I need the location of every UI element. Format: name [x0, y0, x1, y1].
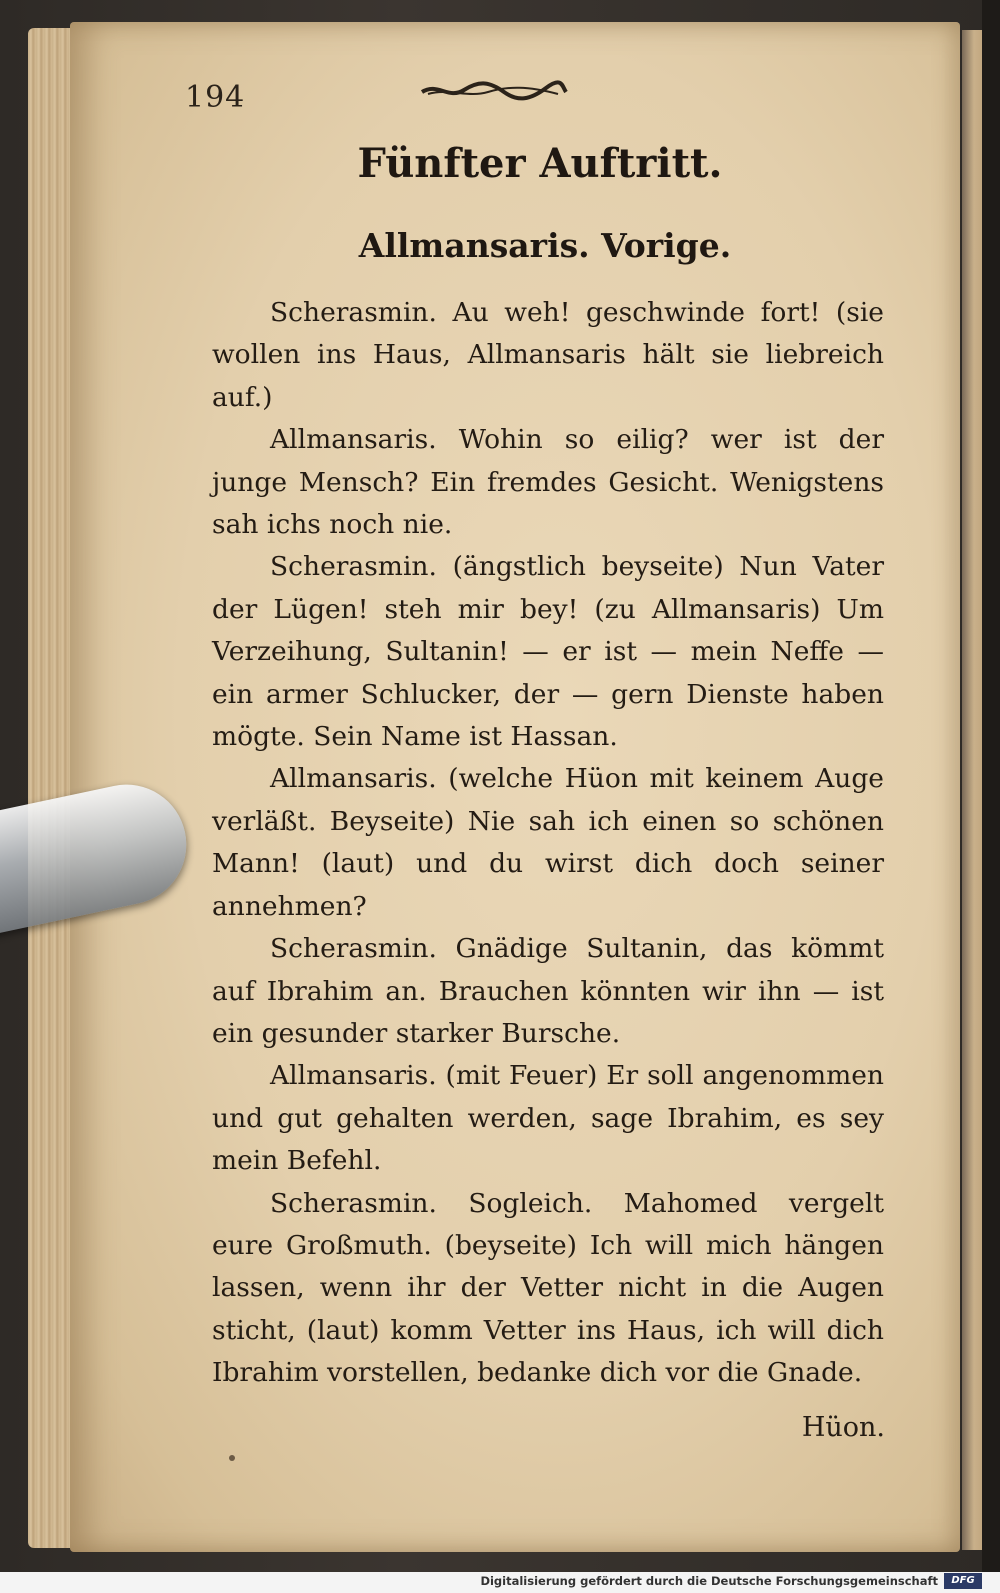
characters-line: Allmansaris. Vorige.	[358, 226, 732, 265]
scan-border	[982, 0, 1000, 1593]
ornament-rule	[418, 78, 568, 104]
body-text	[212, 292, 884, 1395]
paragraph: Scherasmin. (ängstlich beyseite) Nun Vater der Lügen! steh mir bey! (zu Allmansaris) Um Verzeihung, Sultanin! — er ist — mein Neffe — ein armer Schlucker, der — gern Dienste haben mögte. Sein Name ist Hassan.	[212, 551, 884, 753]
paragraph: Allmansaris. (mit Feuer) Er soll angenommen und gut gehalten werden, sage Ibrahim, es sey mein Befehl.	[212, 1060, 884, 1177]
ink-mark	[229, 1455, 235, 1461]
page-number: 194	[185, 80, 246, 115]
paragraph: Allmansaris. Wohin so eilig? wer ist der junge Mensch? Ein fremdes Gesicht. Wenigstens sah ichs noch nie.	[212, 424, 884, 541]
dfg-logo-icon: DFG	[944, 1573, 982, 1589]
paragraph: Scherasmin. Sogleich. Mahomed vergelt eure Großmuth. (beyseite) Ich will mich hängen lassen, wenn ihr der Vetter nicht in die Augen sticht, (laut) komm Vetter ins Haus, ich will dich Ibrahim vorstellen, bedanke dich vor die Gnade.	[212, 1187, 884, 1389]
paragraph: Allmansaris. (welche Hüon mit keinem Auge verläßt. Beyseite) Nie sah ich einen so schönen Mann! (laut) und du wirst dich doch seiner annehmen?	[212, 763, 884, 922]
catchword: Hüon.	[801, 1412, 885, 1443]
paragraph: Scherasmin. Au weh! geschwinde fort! (sie wollen ins Haus, Allmansaris hält sie liebreich auf.)	[212, 297, 884, 413]
scene-title: Fünfter Auftritt.	[357, 140, 723, 187]
paragraph: Scherasmin. Gnädige Sultanin, das kömmt auf Ibrahim an. Brauchen könnten wir ihn — ist ein gesunder starker Bursche.	[212, 933, 884, 1049]
footer-credit: Digitalisierung gefördert durch die Deutsche Forschungsgemeinschaft	[480, 1574, 938, 1588]
